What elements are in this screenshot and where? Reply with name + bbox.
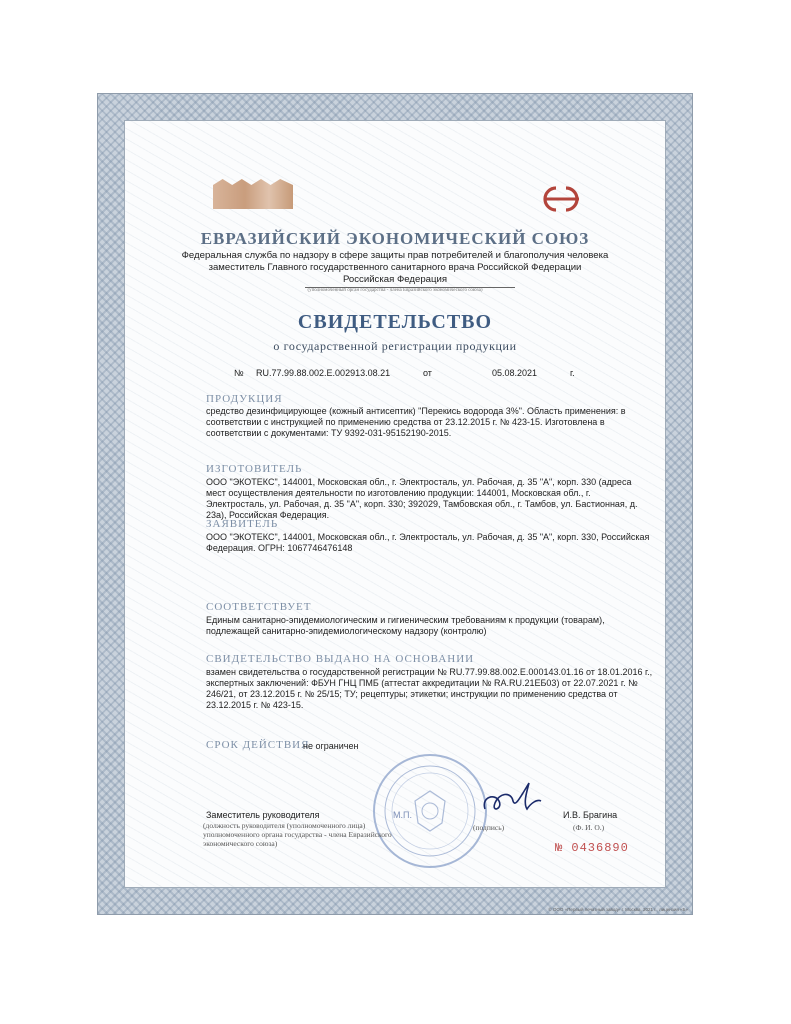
manufacturer-label: ИЗГОТОВИТЕЛЬ [206,463,303,475]
validity-label: СРОК ДЕЙСТВИЯ [206,739,310,751]
certificate-frame [97,93,693,915]
applicant-label: ЗАЯВИТЕЛЬ [206,518,279,530]
product-label: ПРОДУКЦИЯ [206,393,283,405]
basis-label: СВИДЕТЕЛЬСТВО ВЫДАНО НА ОСНОВАНИИ [206,653,475,665]
eac-logo-icon [536,184,588,214]
name-caption: (Ф. И. О.) [573,823,605,832]
authority-line: Федеральная служба по надзору в сфере защиты прав потребителей и благополучия человека [181,250,609,261]
certificate-body [124,120,666,888]
conforms-label: СООТВЕТСТВУЕТ [206,601,312,613]
certificate-title: СВИДЕТЕЛЬСТВО [297,311,493,333]
hologram-sticker [213,179,293,209]
number-prefix: № [234,368,244,378]
certificate-subtitle: о государственной регистрации продукции [273,339,517,353]
stamp-mark: М.П. [393,810,412,820]
conforms-text: Единым санитарно-эпидемиологическим и гигиеническим требованиям к продукции (товарам), подлежащей санитарно-эпидемиологическому надзору (контролю) [206,615,605,636]
certificate-date: 05.08.2021 [492,368,538,378]
applicant-text: ООО "ЭКОТЕКС", 144001, Московская обл., г. Электросталь, ул. Рабочая, д. 35 "А", корп. 330, Российская Федерация. ОГРН: 1067746476148 [206,532,650,553]
product-text: средство дезинфицирующее (кожный антисептик) "Перекись водорода 3%". Область применения: в соответствии с инструкцией по применению средства от 23.12.2015 г. № 423-15. Изготовлена в соответствии с документами: ТУ 9392-031-95152190-2015. [206,406,626,438]
date-suffix: г. [570,368,575,378]
manufacturer-text: ООО "ЭКОТЕКС", 144001, Московская обл., г. Электросталь, ул. Рабочая, д. 35 "А", корп. 330 (адреса мест осуществления деятельности по изготовлению продукции: 144001, Московская обл., г. Электросталь, ул. Рабочая, д. 35 "А", корп. 330; 392029, Тамбовская обл., г. Тамбов, ул. Бастионная, д. 23а), Российская Федерация. [206,477,638,520]
printer-note: © ООО «Первый печатный завод» г. Москва, 2021 г., лицензия «Б» [548,907,688,912]
union-title: ЕВРАЗИЙСКИЙ ЭКОНОМИЧЕСКИЙ СОЮЗ [200,229,590,248]
date-prefix: от [423,368,432,378]
certificate-number: RU.77.99.88.002.Е.002913.08.21 [256,368,391,378]
validity-value: не ограничен [303,741,359,751]
serial-number: № 0436890 [555,841,629,855]
authority-line: Российская Федерация [342,274,448,285]
position-caption: (должность руководителя (уполномоченного лица) уполномоченного органа государства - члена Евразийского экономического союза) [203,821,392,848]
basis-text: взамен свидетельства о государственной регистрации № RU.77.99.88.002.Е.000143.01.16 от 18.01.2016 г., экспертных заключений: ФБУН ГНЦ ПМБ (аттестат аккредитации № RA.RU.21ЕБ03) от 22.07.2021 г. № 246/21, от 23.12.2015 г. № 25/15; ТУ; рецептуры; этикетки; инструкции по применению средства от 23.12.2015 г. № 423-15. [206,667,653,710]
signature-icon [477,779,547,819]
signer-position: Заместитель руководителя [206,810,320,820]
authority-note: (уполномоченный орган государства - члена Евразийского экономического союза) [307,288,483,293]
signer-name: И.В. Брагина [563,810,618,820]
signature-caption: (подпись) [473,823,505,832]
authority-line: заместитель Главного государственного санитарного врача Российской Федерации [208,262,582,273]
seal-stamp-icon [370,751,490,871]
